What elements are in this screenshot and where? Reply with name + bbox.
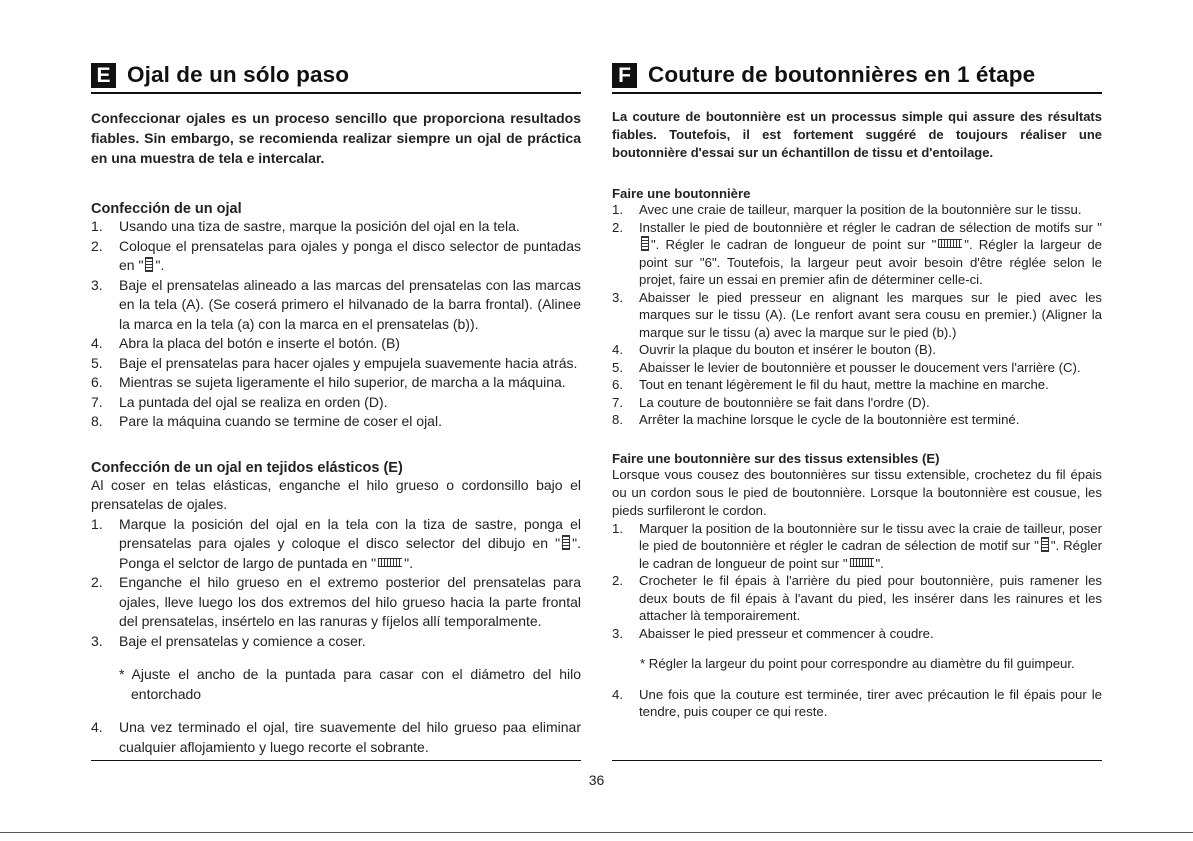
- list-item: [91, 412, 581, 432]
- step-text: Baje el prensatelas y comience a coser.: [119, 632, 366, 649]
- stitch-length-icon: [378, 558, 402, 567]
- step-number: 3.: [91, 632, 103, 649]
- step-text: Tout en tenant légèrement le fil du haut, mettre la machine en marche.: [639, 377, 1049, 392]
- note-text: * Régler la largeur du point pour correspondre au diamètre du fil guimpeur.: [640, 656, 1075, 672]
- step-number: 8.: [91, 413, 103, 429]
- subsection-title: Confección de un ojal en tejidos elásticos (E): [91, 459, 403, 476]
- subsection-title: Faire une boutonnière sur des tissus extensibles (E): [612, 450, 940, 466]
- list-item: [612, 686, 1102, 721]
- step-number: 2.: [91, 237, 103, 254]
- step-text: ".: [404, 554, 414, 571]
- list-item: [612, 359, 1102, 377]
- step-text: Marque la posición del ojal en la tela con la tiza de sastre, ponga el prensatelas para ojales y coloque el disco selector del dibujo en ": [119, 515, 581, 551]
- step-text: ". Régler la largeur de point sur "6". Toutefois, la largeur peut avoir besoin d'être réglée selon le projet, faire un essai en premier afin de déterminer celle-ci.: [639, 237, 1102, 287]
- buttonhole-pattern-icon: [641, 236, 649, 251]
- step-text: ".: [155, 257, 165, 273]
- step-number: 6.: [91, 374, 103, 390]
- step-number: 1.: [91, 218, 103, 234]
- step-text: Pare la máquina cuando se termine de coser el ojal.: [119, 413, 442, 429]
- step-number: 3.: [612, 289, 623, 305]
- step-number: 4.: [612, 686, 623, 702]
- list-item: [612, 341, 1102, 359]
- step-number: 4.: [91, 719, 103, 735]
- step-number: 1.: [612, 202, 623, 217]
- list-item: [612, 411, 1102, 429]
- intro-paragraph: Confeccionar ojales es un proceso sencillo que proporciona resultados fiables. Sin embargo, se recomienda realizar siempre un ojal de práctica en una muestra de tela e intercalar.: [91, 110, 581, 166]
- step-number: 6.: [612, 377, 623, 392]
- step-text: La couture de boutonnière se fait dans l'ordre (D).: [639, 394, 930, 410]
- list-item: [612, 625, 1102, 643]
- step-number: 4.: [612, 342, 623, 357]
- stitch-length-icon: [938, 239, 962, 248]
- step-text: Ouvrir la plaque du bouton et insérer le bouton (B).: [639, 342, 936, 357]
- section-letter-badge: F: [612, 63, 637, 88]
- list-item: [612, 289, 1102, 342]
- step-text: Baje el prensatelas alineado a las marcas del prensatelas con las marcas en la tela (A). (Se coserá primero el hilvanado de la barra frontal). (Alinee la marca en la tela (a) con la marca en el prensatelas (b)).: [119, 276, 581, 332]
- step-number: 3.: [91, 276, 103, 293]
- step-text: Une fois que la couture est terminée, tirer avec précaution le fil épais pour le tendre, puis couper ce qui reste.: [639, 686, 1102, 720]
- step-text: Coloque el prensatelas para ojales y ponga el disco selector de puntadas en ": [119, 237, 581, 273]
- step-number: 1.: [91, 515, 103, 532]
- subsection-title: Confección de un ojal: [91, 201, 242, 217]
- french-section: [612, 60, 1102, 721]
- step-text: ". Régler le cadran de longueur de point sur ": [639, 538, 1103, 571]
- subsection-title: Faire une boutonnière: [612, 186, 751, 201]
- list-item: [91, 217, 581, 237]
- list-item: [91, 237, 581, 276]
- step-number: 5.: [612, 359, 623, 375]
- footer-rule-right: [612, 760, 1102, 761]
- step-text: La puntada del ojal se realiza en orden (D).: [119, 393, 388, 410]
- step-number: 1.: [612, 520, 623, 536]
- step-text: ".: [875, 555, 884, 571]
- subsection-intro: Lorsque vous cousez des boutonnières sur tissu extensible, crochetez du fil épais ou un cordon sous le pied de boutonnière. Lorsque la boutonnière est cousue, les pieds surfileront le cordon.: [612, 466, 1102, 518]
- step-number: 8.: [612, 412, 623, 427]
- list-item: [612, 201, 1102, 219]
- step-number: 2.: [612, 573, 623, 588]
- step-text: Arrêter la machine lorsque le cycle de la boutonnière est terminé.: [639, 412, 1020, 427]
- steps-list: [91, 718, 581, 757]
- note-text: * Ajuste el ancho de la puntada para casar con el diámetro del hilo entorchado: [119, 666, 581, 702]
- footer-rule-left: [91, 760, 581, 761]
- steps-list: [91, 217, 581, 432]
- step-text: Abaisser le levier de boutonnière et pousser le doucement vers l'arrière (C).: [639, 359, 1081, 375]
- step-text: Avec une craie de tailleur, marquer la position de la boutonnière sur le tissu.: [639, 202, 1082, 217]
- step-text: Mientras se sujeta ligeramente el hilo superior, de marcha a la máquina.: [119, 374, 566, 390]
- section-title: Ojal de un sólo paso: [127, 62, 350, 87]
- steps-list: [91, 515, 581, 652]
- step-text: Abra la placa del botón e inserte el botón. (B): [119, 335, 400, 351]
- step-number: 7.: [91, 393, 103, 410]
- list-item: [91, 276, 581, 335]
- buttonhole-pattern-icon: [562, 535, 570, 550]
- buttonhole-pattern-icon: [1041, 537, 1049, 552]
- buttonhole-pattern-icon: [145, 257, 153, 272]
- step-text: Installer le pied de boutonnière et régler le cadran de sélection de motifs sur ": [639, 219, 1102, 235]
- step-text: Abaisser le pied presseur en alignant les marques sur le pied avec les marques sur le tissu (A). (Le renfort avant sera cousu en premier.) (Aligner la marque sur le tissu (a) avec la marque sur le pied (b).): [639, 289, 1102, 340]
- list-item: [612, 219, 1102, 289]
- step-number: 3.: [612, 625, 623, 641]
- step-number: 2.: [91, 574, 103, 590]
- step-text: ". Régler le cadran de longueur de point sur ": [651, 237, 937, 252]
- step-text: Crocheter le fil épais à l'arrière du pied pour boutonnière, puis ramener les deux bouts de fil épais à l'avant du pied, les insérer dans les rainures et les attacher là temporairement.: [639, 573, 1102, 623]
- list-item: [612, 394, 1102, 412]
- list-item: [612, 520, 1102, 573]
- stitch-length-icon: [850, 558, 874, 567]
- step-number: 7.: [612, 394, 623, 410]
- list-item: [612, 376, 1102, 394]
- page-bottom-divider: [0, 832, 1193, 833]
- step-text: Una vez terminado el ojal, tire suavemente del hilo grueso paa eliminar cualquier aflojamiento y luego recorte el sobrante.: [119, 719, 581, 755]
- list-item: [91, 354, 581, 374]
- step-text: Abaisser le pied presseur et commencer à coudre.: [639, 625, 934, 641]
- step-number: 4.: [91, 335, 103, 351]
- step-text: Marquer la position de la boutonnière sur le tissu avec la craie de tailleur, poser le pied de boutonnière et régler le cadran de sélection de motif sur ": [639, 520, 1102, 553]
- list-item: [91, 632, 581, 652]
- list-item: [91, 718, 581, 757]
- steps-list: [612, 201, 1102, 429]
- section-letter-badge: E: [91, 63, 116, 88]
- section-title: Couture de boutonnières en 1 étape: [648, 62, 1036, 87]
- step-number: 2.: [612, 219, 623, 235]
- steps-list: [612, 686, 1102, 721]
- list-item: [91, 334, 581, 354]
- section-header: [612, 60, 1102, 94]
- section-header: [91, 60, 581, 94]
- step-text: Usando una tiza de sastre, marque la posición del ojal en la tela.: [119, 218, 520, 234]
- step-text: ". Ponga el selctor de largo de puntada en ": [119, 535, 581, 571]
- list-item: [91, 393, 581, 413]
- step-text: Enganche el hilo grueso en el extremo posterior del prensatelas para ojales, lleve luego los dos extremos del hilo grueso hacia la parte frontal del prensatelas, insértelo en las ranuras y fíjelos allí temporalmente.: [119, 574, 581, 629]
- list-item: [91, 373, 581, 393]
- intro-paragraph: La couture de boutonnière est un processus simple qui assure des résultats fiables. Toutefois, il est fortement suggéré de toujours réaliser une boutonnière d'essai sur un échantillon de tissu et d'entoilage.: [612, 109, 1102, 160]
- list-item: [91, 573, 581, 632]
- steps-list: [612, 520, 1102, 643]
- list-item: [612, 572, 1102, 625]
- spanish-section: [91, 60, 581, 757]
- step-text: Baje el prensatelas para hacer ojales y empujela suavemente hacia atrás.: [119, 354, 578, 371]
- step-number: 5.: [91, 354, 103, 371]
- page-number: 36: [588, 772, 605, 788]
- list-item: [91, 515, 581, 574]
- subsection-intro: Al coser en telas elásticas, enganche el hilo grueso o cordonsillo bajo el prensatelas de ojales.: [91, 476, 581, 512]
